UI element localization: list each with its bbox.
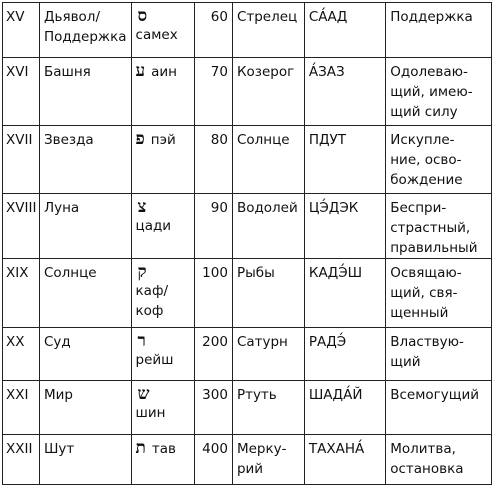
arcana-name: Дьявол/ Поддержка (43, 9, 127, 45)
hebrew-word-cell (304, 328, 385, 381)
meaning-cell (386, 58, 492, 126)
astrology-cell (232, 328, 304, 381)
arcana-name: Звезда (43, 132, 94, 148)
gematria-value-cell (195, 328, 233, 381)
hebrew-word-cell (304, 3, 385, 58)
hebrew-letter-cell (131, 381, 195, 435)
table-row (3, 3, 492, 58)
hebrew-word: ШАДА́Й (308, 387, 363, 403)
meaning: Властвую- щий (390, 334, 464, 370)
astrology-cell (232, 259, 304, 328)
arcana-name-cell (39, 381, 131, 435)
hebrew-letter-name: самех (135, 27, 178, 43)
meaning-cell (386, 381, 492, 435)
meaning-cell (386, 259, 492, 328)
meaning-cell (386, 328, 492, 381)
hebrew-word: СА́АД (308, 9, 348, 25)
arcana-number-cell (3, 435, 40, 485)
meaning-cell (386, 126, 492, 194)
gematria-value-cell (195, 58, 233, 126)
astrological-sign: Стрелец (236, 9, 298, 25)
hebrew-letter-cell (131, 435, 195, 485)
hebrew-word: ЦЭ́ДЭК (308, 200, 359, 216)
hebrew-letter-glyph: ת (135, 438, 146, 458)
arcana-name: Луна (43, 200, 80, 216)
gematria-value: 80 (210, 132, 228, 148)
arcana-number: XIX (6, 265, 29, 281)
table-row (3, 381, 492, 435)
gematria-value-cell (195, 194, 233, 259)
astrological-sign: Козерог (236, 64, 295, 80)
arcana-number: XXI (6, 387, 29, 403)
hebrew-word: РАДЭ́ (308, 334, 347, 350)
arcana-name-cell (39, 328, 131, 381)
hebrew-letter-cell (131, 126, 195, 194)
astrological-sign: Рыбы (236, 265, 275, 281)
arcana-number: XVIII (6, 200, 37, 216)
hebrew-letter-glyph: ש (137, 384, 150, 404)
hebrew-word: ТАХАНА́ (308, 441, 365, 457)
hebrew-word-cell (304, 381, 385, 435)
gematria-value: 200 (202, 334, 228, 350)
arcana-number-cell (3, 328, 40, 381)
meaning-cell (386, 194, 492, 259)
meaning: Поддержка (390, 9, 473, 25)
hebrew-word-cell (304, 58, 385, 126)
hebrew-letter-name: шин (135, 405, 166, 421)
hebrew-letter-name: рейш (135, 352, 174, 368)
hebrew-word-cell (304, 435, 385, 485)
table-row (3, 126, 492, 194)
hebrew-letter-glyph: ס (137, 6, 148, 26)
hebrew-letter-glyph: ר (137, 331, 146, 351)
meaning-cell (386, 435, 492, 485)
gematria-value: 100 (202, 265, 228, 281)
arcana-name: Суд (43, 334, 71, 350)
table-row (3, 435, 492, 485)
table-row (3, 328, 492, 381)
arcana-number: XX (6, 334, 25, 350)
arcana-name-cell (39, 126, 131, 194)
gematria-value: 90 (210, 200, 228, 216)
hebrew-letter-name: аин (151, 64, 178, 80)
gematria-value: 60 (210, 9, 228, 25)
hebrew-letter-name: пэй (150, 132, 176, 148)
hebrew-letter-glyph: ע (135, 61, 146, 81)
table-row (3, 259, 492, 328)
astrological-sign: Ртуть (236, 387, 277, 403)
hebrew-letter-name: тав (151, 441, 176, 457)
arcana-name: Шут (43, 441, 75, 457)
astrological-sign: Водолей (236, 200, 298, 216)
arcana-number: XV (6, 9, 25, 25)
hebrew-letter-name: цади (135, 218, 172, 234)
gematria-value-cell (195, 3, 233, 58)
hebrew-letter-cell (131, 3, 195, 58)
arcana-number-cell (3, 381, 40, 435)
gematria-value-cell (195, 126, 233, 194)
astrology-cell (232, 381, 304, 435)
arcana-name: Мир (43, 387, 73, 403)
arcana-name-cell (39, 58, 131, 126)
astrological-sign: Мерку- рий (236, 441, 287, 477)
hebrew-letter-glyph: ק (137, 262, 147, 282)
hebrew-letter-cell (131, 259, 195, 328)
meaning: Искупле- ние, осво- бождение (390, 132, 463, 188)
gematria-value-cell (195, 259, 233, 328)
table-row (3, 194, 492, 259)
arcana-number-cell (3, 126, 40, 194)
arcana-number: XXII (6, 441, 33, 457)
astrology-cell (232, 194, 304, 259)
table-row (3, 58, 492, 126)
astrology-cell (232, 435, 304, 485)
hebrew-letter-glyph: צ (137, 197, 147, 217)
astrology-cell (232, 58, 304, 126)
hebrew-word-cell (304, 259, 385, 328)
hebrew-letter-cell (131, 194, 195, 259)
arcana-number: XVII (6, 132, 33, 148)
arcana-name-cell (39, 435, 131, 485)
hebrew-word-cell (304, 194, 385, 259)
arcana-number-cell (3, 3, 40, 58)
arcana-name-cell (39, 3, 131, 58)
gematria-value: 400 (202, 441, 228, 457)
gematria-value-cell (195, 381, 233, 435)
arcana-number-cell (3, 58, 40, 126)
hebrew-letter-glyph: פ (135, 129, 145, 149)
arcana-number-cell (3, 194, 40, 259)
arcana-number-cell (3, 259, 40, 328)
astrological-sign: Солнце (236, 132, 290, 148)
arcana-table (2, 2, 492, 485)
hebrew-letter-name: каф/ коф (135, 283, 169, 319)
arcana-name-cell (39, 259, 131, 328)
hebrew-word: А́ЗАЗ (308, 64, 345, 80)
gematria-value: 300 (202, 387, 228, 403)
astrological-sign: Сатурн (236, 334, 288, 350)
hebrew-word: КАДЭ́Ш (308, 265, 363, 281)
meaning: Освящаю- щий, свя- щенный (390, 265, 462, 321)
arcana-name-cell (39, 194, 131, 259)
astrology-cell (232, 3, 304, 58)
hebrew-word-cell (304, 126, 385, 194)
arcana-name: Башня (43, 64, 91, 80)
hebrew-word: ПДУТ (308, 132, 347, 148)
hebrew-letter-cell (131, 58, 195, 126)
meaning: Молитва, остановка (390, 441, 464, 477)
gematria-value: 70 (210, 64, 228, 80)
meaning: Всемогущий (390, 387, 480, 403)
arcana-name: Солнце (43, 265, 97, 281)
meaning: Одолеваю- щий, имею- щий силу (390, 64, 473, 120)
meaning: Беспри- страстный, правильный (390, 200, 478, 256)
arcana-number: XVI (6, 64, 29, 80)
astrology-cell (232, 126, 304, 194)
hebrew-letter-cell (131, 328, 195, 381)
meaning-cell (386, 3, 492, 58)
gematria-value-cell (195, 435, 233, 485)
